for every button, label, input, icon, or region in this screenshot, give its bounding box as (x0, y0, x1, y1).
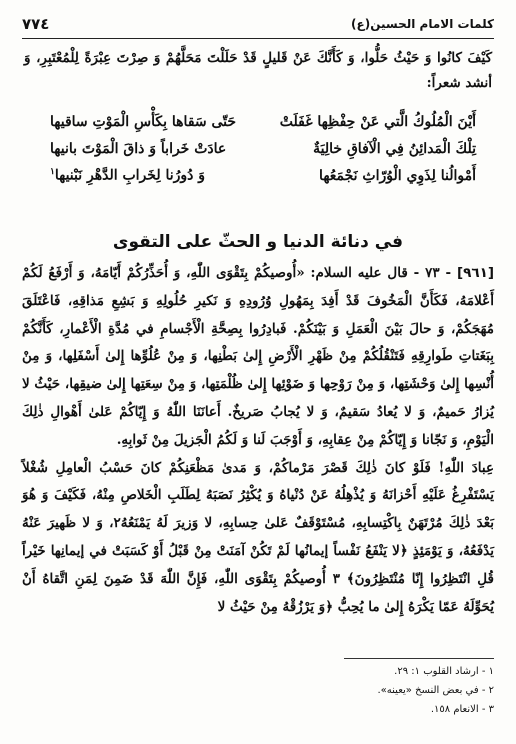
hemistich-second: عادَتْ خَراباً وَ ذاقَ الْمَوْتَ بانيها (50, 140, 227, 157)
intro-paragraph (24, 46, 492, 96)
body-paragraph: عِبادَ اللّٰهِ! فَلَوْ كانَ ذٰلِكَ قَصْرَ مَرْماكُمْ، وَ مَدىٰ مَظْعَنِكُمْ كانَ حَسْبُ الْعامِلِ شُغْلاً يَسْتَفْرِغُ عَلَيْهِ أَحْزانَهُ وَ يُذْهِلُهُ عَنْ دُنْياهُ وَ يُكْثِرُ نَصَبَهُ لِطَلَبِ الْخَلاصِ مِنْهُ، فَكَيْفَ وَ هُوَ بَعْدَ ذٰلِكَ مُرْتَهَنٌ بِاكْتِسابِهِ، مُسْتَوْقَفٌ عَلىٰ حِسابِهِ، لا وَزيرَ لَهُ يَمْنَعُهُ٢، وَ لا ظَهيرَ عَنْهُ يَدْفَعُهُ، وَ يَوْمَئِذٍ ﴿لا يَنْفَعُ نَفْساً إيمانُها لَمْ تَكُنْ آمَنَتْ مِنْ قَبْلُ أَوْ كَسَبَتْ في إيمانِها خَيْراً قُلِ انْتَظِرُوا إِنّا مُنْتَظِرُونَ﴾ ٣ أُوصيكُمْ بِتَقْوَى اللّٰهِ، فَإِنَّ اللّٰهَ قَدْ ضَمِنَ لِمَنِ اتَّقاهُ أَنْ يُحَوِّلَهُ عَمّا يَكْرَهُ إِلىٰ ما يُحِبُّ ﴿وَ يَرْزُقْهُ مِنْ حَيْثُ لا (22, 459, 494, 615)
paragraph-text: - ٧٣ - قال عليه السلام: «أُوصيكُمْ بِتَقْوَى اللّٰهِ، وَ أُحَذِّرُكُمْ أَيّامَهُ، وَ أَرْفَعُ لَكُمْ أَعْلامَهُ، فَكَأَنَّ الْمَخُوفَ قَدْ أَفِدَ بِمَهُولِ وُرُودِهِ وَ نَكيرِ حُلُولِهِ وَ بَشِعِ مَذاقِهِ، فَاعْتَلَقَ مُهَجَكُمْ، وَ حالَ بَيْنَ الْعَمَلِ وَ بَيْنَكُمْ. فَبادِرُوا بِصِحَّةِ الْأَجْسامِ في مُدَّةِ الْأَعْمارِ، كَأَنَّكُمْ بِبَغَتاتِ طَوارِقِهِ فَتَنْقُلُكُمْ مِنْ ظَهْرِ الْأَرْضِ إِلىٰ بَطْنِها، وَ مِنْ عُلُوِّها إِلىٰ أَسْفَلِها، وَ مِنْ أُنْسِها إِلىٰ وَحْشَتِها، وَ مِنْ رَوْحِها وَ ضَوْئِها إِلىٰ ظُلْمَتِها، وَ مِنْ سِعَتِها إِلىٰ ضيقِها، حَيْثُ لا يُزارُ حَميمٌ، وَ لا يُعادُ سَقيمٌ، وَ لا يُجابُ صَريخٌ. أَعانَنَا اللّٰهُ وَ إِيّاكُمْ عَلىٰ أَهْوالِ ذٰلِكَ الْيَوْمِ، وَ نَجّانا وَ إِيّاكُمْ مِنْ عِقابِهِ، وَ أَوْجَبَ لَنا وَ لَكُمُ الْجَزيلَ مِنْ ثَوابِهِ. (22, 265, 494, 448)
running-title: كلمات الامام الحسين(ع) (351, 17, 494, 31)
body-text (22, 260, 494, 621)
intro-text: كَيْفَ كانُوا وَ حَيْثُ حَلُّوا، وَ كَأَنَّكَ عَنْ قَليلٍ قَدْ حَلَلْتَ مَحَلَّهُمْ وَ صِرْتَ عِبْرَةً لِلْمُعْتَبِرِ، وَ أنشد شعراً: (24, 50, 492, 91)
body-paragraph (22, 260, 494, 455)
hemistich-text: وَ دُورُنا لِخَرابِ الدَّهْرِ نَبْنيها (54, 167, 206, 184)
hemistich-first: أَمْوالُنا لِذَوِي الْوُرّاثِ نَجْمَعُها (319, 167, 476, 184)
hemistich-second (50, 167, 205, 184)
hadith-number: [٩٦١] (456, 265, 495, 281)
footnotes (22, 662, 494, 719)
section-title: في دنائة الدنيا و الحثّ على التقوى (112, 232, 404, 252)
page-header (22, 12, 494, 36)
header-rule (22, 38, 494, 39)
footnote-rule (344, 658, 494, 659)
hemistich-second: حَتّى سَقاها بِكَأْسِ الْمَوْتِ ساقيها (50, 113, 237, 130)
hemistich-first: تِلْكَ الْمَدائِنُ فِي الْآفاقِ خالِيَةٌ (313, 140, 476, 157)
poem-verse (50, 108, 476, 135)
footnote: ٣ - الانعام ١٥٨. (430, 704, 494, 715)
poem-verse (50, 162, 476, 189)
poem (50, 108, 476, 189)
footnote: ٢ - في بعض النسخ «يعينه». (377, 685, 494, 696)
hemistich-first: أَيْنَ الْمُلُوكُ الَّتي عَنْ حِفْظِها غَفَلَتْ (279, 113, 476, 130)
page-number: ٧٧٤ (22, 15, 50, 33)
footnote-marker: ١ (50, 167, 55, 178)
poem-verse (50, 135, 476, 162)
footnote: ١ - ارشاد القلوب ١: ٢٩. (394, 666, 494, 677)
